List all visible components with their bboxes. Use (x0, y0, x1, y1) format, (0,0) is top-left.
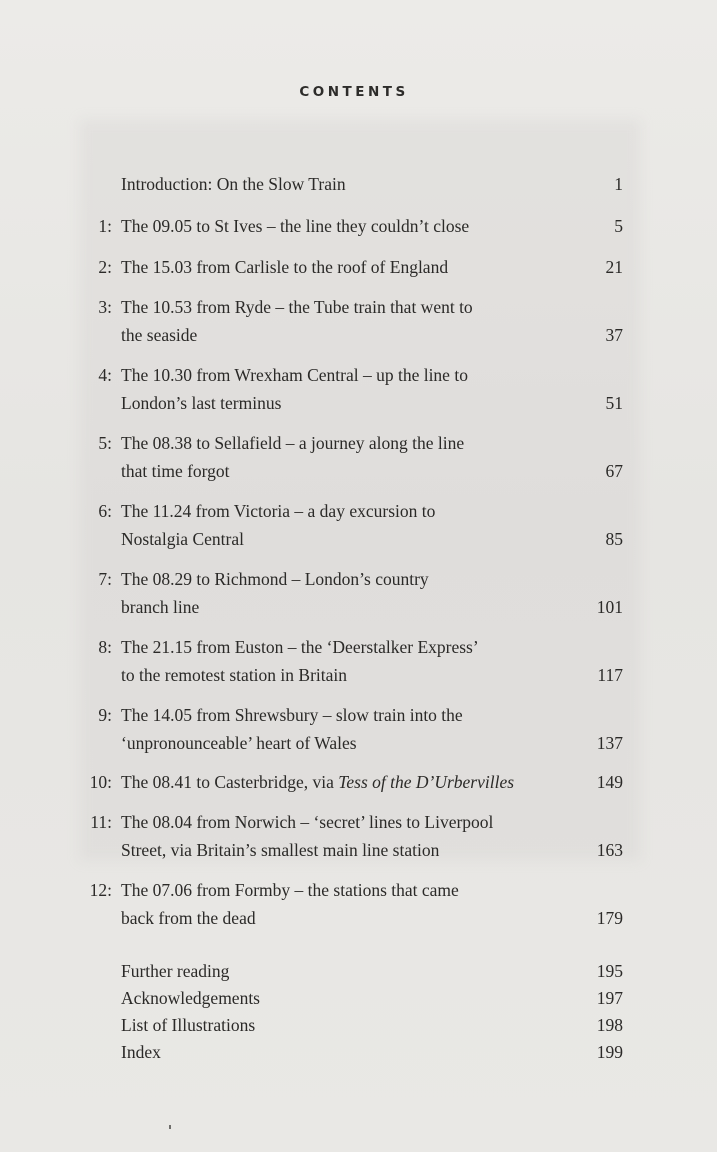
toc-entry-title: Acknowledgements (121, 988, 260, 1008)
paper-speck (169, 1125, 171, 1129)
toc-entry-title: The 21.15 from Euston – the ‘Deerstalker Express’ to the remotest station in Britain (121, 637, 479, 685)
toc-entry-title: The 08.04 from Norwich – ‘secret’ lines to Liverpool Street, via Britain’s smallest main line station (121, 812, 494, 860)
toc-entry-page: 51 (605, 393, 623, 413)
toc-entry-page: 198 (596, 1015, 623, 1035)
toc-entry-title: Further reading (121, 961, 230, 981)
toc-entry-page: 179 (596, 908, 623, 928)
toc-entry-page: 85 (605, 529, 623, 549)
toc-entry-title: The 10.30 from Wrexham Central – up the line to London’s last terminus (121, 365, 468, 413)
toc-entry-number: 7: (98, 569, 112, 589)
toc-entry-page: 101 (596, 597, 623, 617)
toc-entry-page: 37 (605, 325, 623, 345)
toc-entry-page: 21 (605, 257, 623, 277)
toc-entry-title: The 08.29 to Richmond – London’s country branch line (121, 569, 429, 617)
toc-entry-page: 67 (605, 461, 623, 481)
toc-entry-number: 3: (98, 297, 112, 317)
toc-entry-page: 117 (597, 665, 623, 685)
toc-entry-title: The 15.03 from Carlisle to the roof of England (121, 257, 449, 277)
toc-entry-title: The 11.24 from Victoria – a day excursion to Nostalgia Central (121, 501, 436, 549)
toc-entry-page: 197 (596, 988, 623, 1008)
contents-heading: CONTENTS (299, 84, 409, 100)
toc-entry-number: 10: (89, 772, 112, 792)
toc-entry-number: 11: (90, 812, 112, 832)
book-title-italic: Tess of the D’Urbervilles (338, 772, 515, 792)
toc-entry-title: The 14.05 from Shrewsbury – slow train into the ‘unpronounceable’ heart of Wales (121, 705, 463, 753)
toc-entry-number: 6: (98, 501, 112, 521)
toc-entry-title: The 08.41 to Casterbridge, via Tess of the D’Urbervilles (121, 772, 515, 792)
toc-entry-page: 149 (596, 772, 623, 792)
toc-entry-title: List of Illustrations (121, 1015, 256, 1035)
toc-entry-title: Index (121, 1042, 161, 1062)
toc-entry-number: 5: (98, 433, 112, 453)
toc-entry-page: 5 (614, 216, 623, 236)
toc-entry-page: 1 (614, 174, 623, 194)
toc-entry-number: 2: (98, 257, 112, 277)
toc-entry-number: 9: (98, 705, 112, 725)
toc-entry-page: 199 (596, 1042, 623, 1062)
toc-entry-page: 195 (596, 961, 623, 981)
toc-entry-title: Introduction: On the Slow Train (121, 174, 346, 194)
toc-entry-page: 163 (596, 840, 623, 860)
toc-entry-title: The 10.53 from Ryde – the Tube train that went to the seaside (121, 297, 473, 345)
toc-entry-title: The 08.38 to Sellafield – a journey along the line that time forgot (121, 433, 465, 481)
toc-entry-number: 1: (98, 216, 112, 236)
toc-entry-page: 137 (596, 733, 623, 753)
toc-entry-title: The 07.06 from Formby – the stations that came back from the dead (121, 880, 459, 928)
toc-entry-number: 8: (98, 637, 112, 657)
toc-entry-number: 12: (89, 880, 112, 900)
toc-entry-title: The 09.05 to St Ives – the line they couldn’t close (121, 216, 470, 236)
toc-entry-number: 4: (98, 365, 112, 385)
